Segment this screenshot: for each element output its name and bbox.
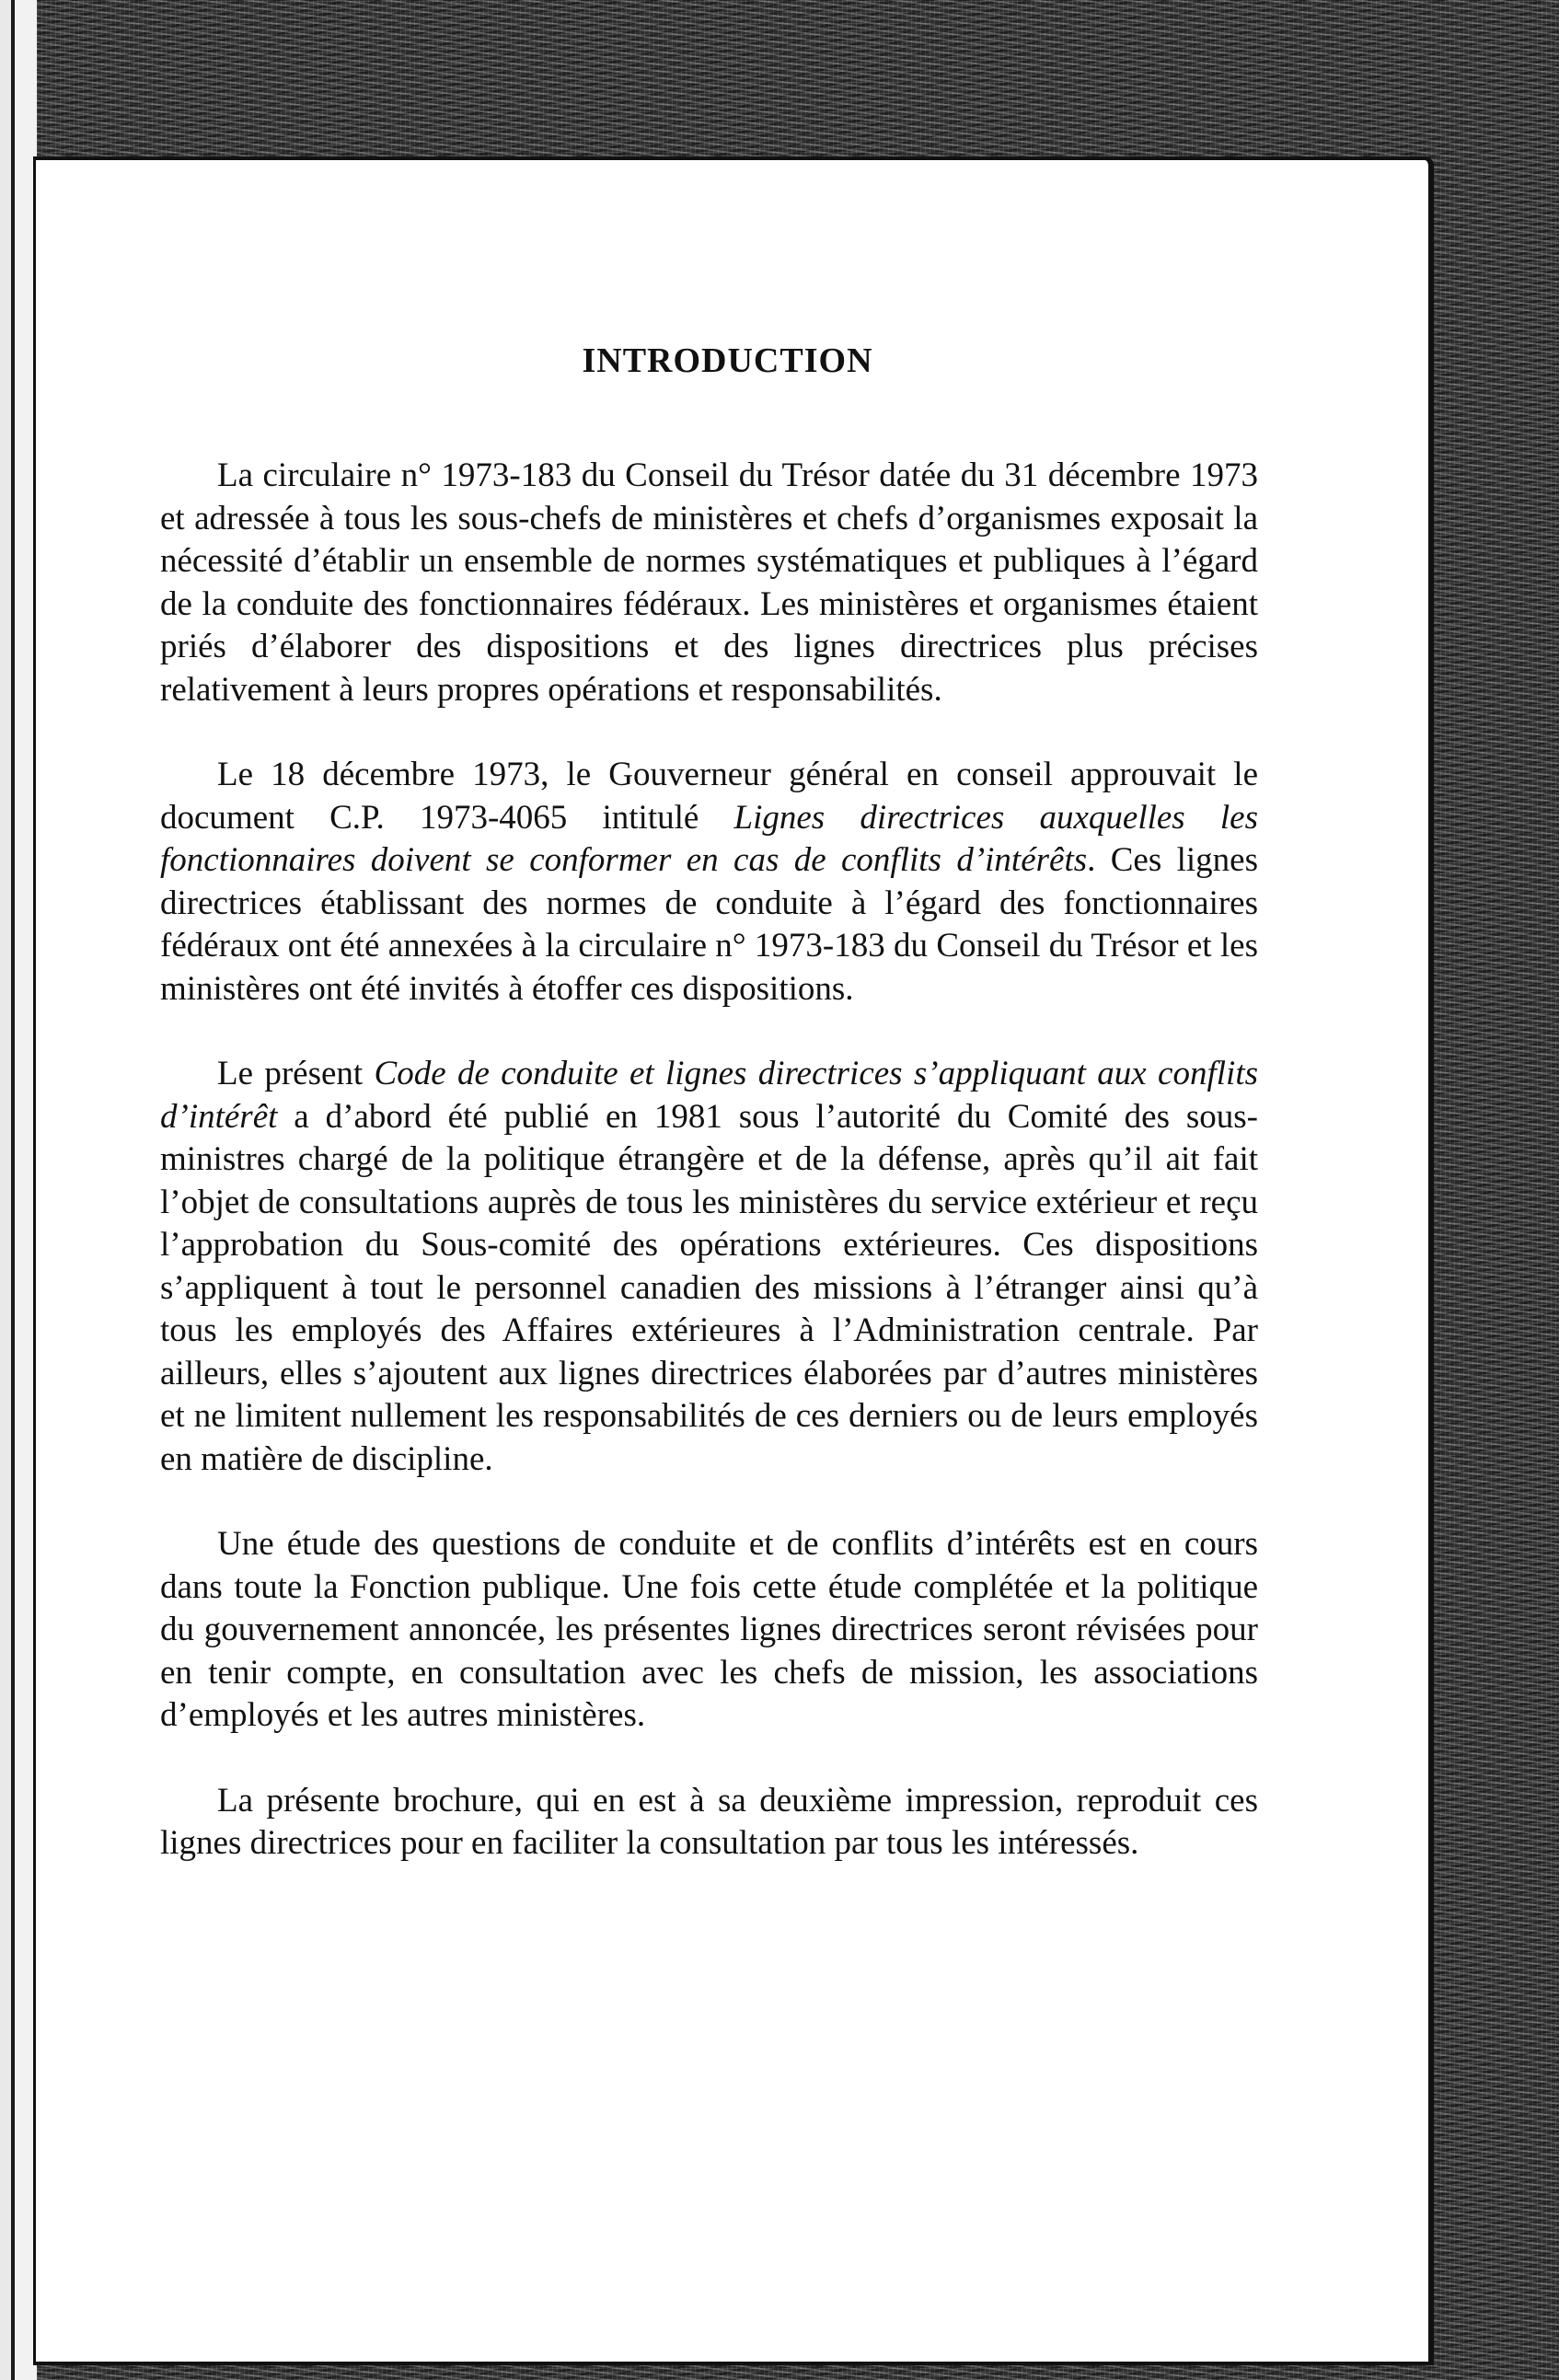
paragraph-text: Une étude des questions de conduite et de conflits d’intérêts est en cours dans toute la Fonction publique. Une fois cette étude complétée et la politique du gouvernement annoncée, les présentes lignes directrices seront révisées pour en tenir compte, en consultation avec les chefs de mission, les associations d’employés et les autres ministères.: [160, 1525, 1258, 1734]
page-title: INTRODUCTION: [582, 341, 873, 380]
italic-code-title: Code de conduite et lignes directrices s’appliquant aux conflits d’intérêt: [160, 1055, 1258, 1136]
paragraph-text: a d’abord été publié en 1981 sous l’autorité du Comité des sous-ministres chargé de la politique étrangère et de la défense, après qu’il ait fait l’objet de consultations auprès de tous les ministères du service extérieur et reçu l’approbation du Sous-comité des opérations extérieures. Ces dispositions s’appliquent à tout le personnel canadien des missions à l’étranger ainsi qu’à tous les employés des Affaires extérieures à l’Administration centrale. Par ailleurs, elles s’ajoutent aux lignes directrices élaborées par d’autres ministères et ne limitent nullement les responsabilités de ces derniers ou de leurs employés en matière de discipline.: [160, 1097, 1258, 1478]
paragraph-4: [160, 1523, 1258, 1738]
paragraph-5: [160, 1780, 1258, 1866]
paragraph-text: La présente brochure, qui en est à sa deuxième impression, reproduit ces lignes directrices pour en faciliter la consultation par tous les intéressés.: [160, 1781, 1258, 1862]
paragraph-text: La circulaire n° 1973-183 du Conseil du Trésor datée du 31 décembre 1973 et adressée à tous les sous-chefs de ministères et chefs d’organismes exposait la nécessité d’établir un ensemble de normes systématiques et publiques à l’égard de la conduite des fonctionnaires fédéraux. Les ministères et organismes étaient priés d’élaborer des dispositions et des lignes directrices plus précises relativement à leurs propres opérations et responsabilités.: [160, 456, 1258, 709]
paragraph-text: Le 18 décembre 1973, le Gouverneur général en conseil approuvait le document C.P. 1973-4065 intitulé: [160, 756, 1258, 837]
paragraph-text: Le présent: [217, 1055, 375, 1092]
scan-binding-edge: [0, 0, 37, 2380]
paragraph-text: . Ces lignes directrices établissant des normes de conduite à l’égard des fonctionnaires fédéraux ont été annexées à la circulaire n° 1973-183 du Conseil du Trésor et les ministères ont été invités à étoffer ces dispositions.: [160, 841, 1258, 1008]
italic-document-title: Lignes directrices auxquelles les fonctionnaires doivent se conformer en cas de conflits d’intérêts: [160, 798, 1259, 879]
document-body: [160, 341, 1258, 1908]
paragraph-2: [160, 754, 1258, 1011]
paragraph-1: [160, 455, 1258, 711]
paragraph-3: [160, 1053, 1258, 1481]
